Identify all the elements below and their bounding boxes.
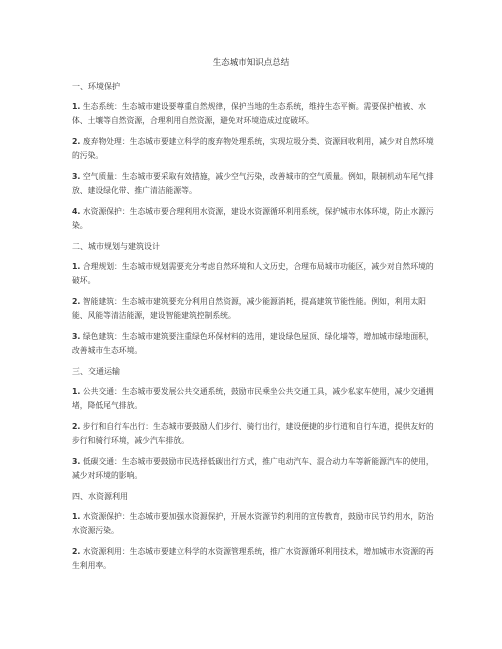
section-heading: 四、水资源利用 <box>72 492 128 501</box>
paragraph <box>72 100 434 128</box>
paragraph <box>72 135 434 163</box>
item-text: 水资源利用：生态城市要建立科学的水资源管理系统，推广水资源循环利用技术，增加城市水资源的再生利用率。 <box>72 547 434 570</box>
section-heading: 二、城市规划与建筑设计 <box>72 242 160 251</box>
item-text: 低碳交通：生态城市要鼓励市民选择低碳出行方式，推广电动汽车、混合动力车等新能源汽车的使用，减少对环境的影响。 <box>72 457 434 480</box>
item-number: 1. <box>72 387 81 396</box>
paragraph <box>72 170 434 198</box>
item-number: 1. <box>72 262 81 271</box>
item-number: 3. <box>72 457 81 466</box>
item-number: 1. <box>72 102 81 111</box>
item-text: 绿色建筑：生态城市建筑要注重绿色环保材料的选用，建设绿色屋顶、绿化墙等，增加城市绿地面积，改善城市生态环境。 <box>72 332 434 355</box>
item-number: 1. <box>72 512 81 521</box>
item-text: 生态系统：生态城市建设要尊重自然规律，保护当地的生态系统，维持生态平衡。需要保护植被、水体、土壤等自然资源，合理利用自然资源，避免对环境造成过度破坏。 <box>72 102 426 125</box>
item-text: 水资源保护：生态城市要加强水资源保护，开展水资源节约利用的宣传教育，鼓励市民节约用水，防治水资源污染。 <box>72 512 434 535</box>
paragraph <box>72 455 434 483</box>
item-number: 2. <box>72 422 81 431</box>
item-number: 2. <box>72 137 81 146</box>
item-text: 空气质量：生态城市要采取有效措施，减少空气污染，改善城市的空气质量。例如，限制机动车尾气排放、建设绿化带、推广清洁能源等。 <box>72 172 434 195</box>
paragraph <box>72 260 434 288</box>
paragraph <box>72 295 434 323</box>
item-text: 水资源保护：生态城市要合理利用水资源，建设水资源循环利用系统，保护城市水体环境，防止水源污染。 <box>72 207 434 230</box>
item-text: 合理规划：生态城市规划需要充分考虑自然环境和人文历史，合理布局城市功能区，减少对自然环境的破坏。 <box>72 262 434 285</box>
paragraph <box>72 205 434 233</box>
item-number: 3. <box>72 172 81 181</box>
item-number: 2. <box>72 547 81 556</box>
section-heading: 三、交通运输 <box>72 367 120 376</box>
item-text: 智能建筑：生态城市建筑要充分利用自然资源，减少能源消耗，提高建筑节能性能。例如，利用太阳能、风能等清洁能源，建设智能建筑控制系统。 <box>72 297 426 320</box>
paragraph <box>72 385 434 413</box>
paragraph <box>72 420 434 448</box>
paragraph <box>72 330 434 358</box>
paragraph <box>72 510 434 538</box>
paragraph <box>72 545 434 573</box>
section-heading: 一、环境保护 <box>72 82 120 91</box>
item-number: 2. <box>72 297 81 306</box>
item-text: 公共交通：生态城市要发展公共交通系统，鼓励市民乘坐公共交通工具，减少私家车使用，减少交通拥堵，降低尾气排放。 <box>72 387 434 410</box>
item-text: 步行和自行车出行：生态城市要鼓励人们步行、骑行出行，建设便捷的步行道和自行车道，提供友好的步行和骑行环境，减少汽车排放。 <box>72 422 434 445</box>
document-title: 生态城市知识点总结 <box>212 58 290 68</box>
item-number: 3. <box>72 332 81 341</box>
item-text: 废弃物处理：生态城市要建立科学的废弃物处理系统，实现垃圾分类、资源回收利用，减少对自然环境的污染。 <box>72 137 434 160</box>
item-number: 4. <box>72 207 81 216</box>
